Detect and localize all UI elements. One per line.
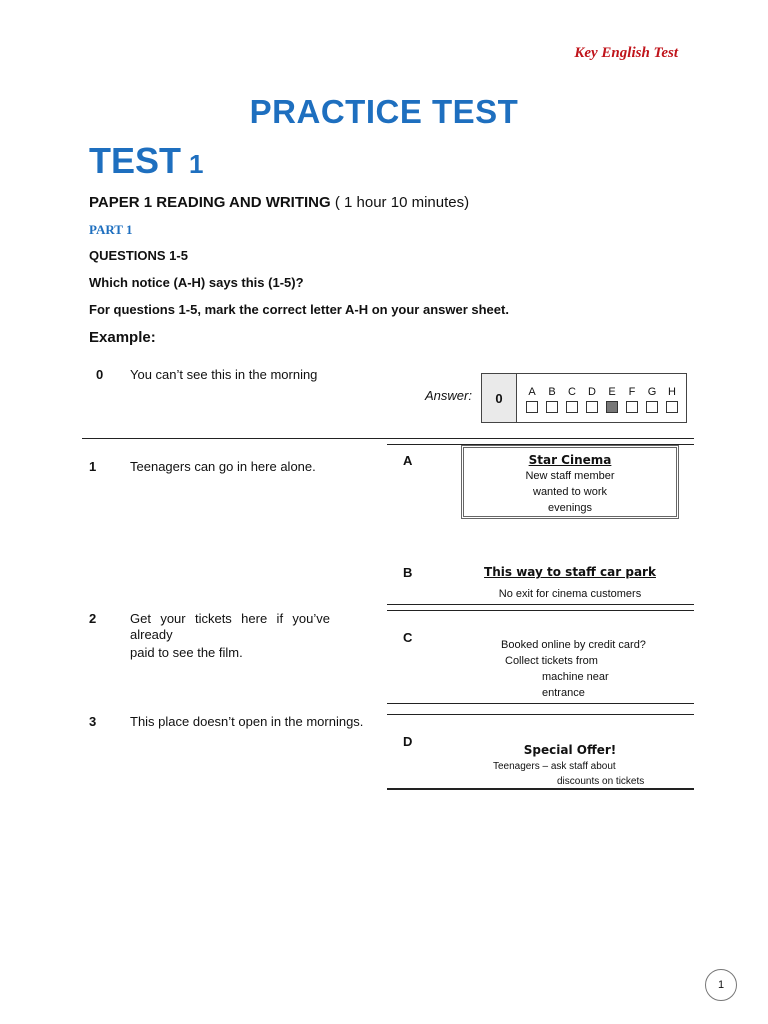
notice-a-heading: Star Cinema (528, 453, 612, 467)
part-heading: PART 1 (89, 222, 133, 237)
notice-divider (387, 703, 694, 704)
question-2-line-3: paid to see the film. (130, 645, 243, 660)
instruction-1: Which notice (A-H) says this (1-5)? (89, 275, 304, 290)
option-label: C (568, 386, 576, 398)
notice-d-line-2: discounts on tickets (557, 776, 645, 787)
paper-heading (89, 194, 469, 211)
questions-range: QUESTIONS 1-5 (89, 248, 188, 263)
notice-a-line-1: New staff member (525, 470, 615, 482)
question-2-number: 2 (89, 611, 97, 626)
option-b[interactable] (544, 386, 560, 413)
notice-divider (387, 714, 694, 715)
example-label: Example: (89, 329, 156, 346)
notice-d-heading: Special Offer! (523, 743, 617, 757)
notice-c-line-4: entrance (542, 687, 585, 699)
page-title: PRACTICE TEST (249, 93, 519, 130)
example-number: 0 (96, 367, 104, 382)
header-tag: Key English Test (574, 45, 678, 61)
notice-c-letter: C (403, 630, 413, 645)
option-h[interactable] (664, 386, 680, 413)
option-label: B (548, 386, 556, 398)
notice-d-letter: D (403, 734, 413, 749)
answer-sheet-box (481, 373, 687, 423)
answer-number: 0 (482, 374, 517, 422)
notice-c-line-3: machine near (542, 671, 609, 683)
test-label: TEST (89, 140, 182, 181)
option-checkbox[interactable] (666, 401, 678, 413)
notice-b-heading: This way to staff car park (484, 565, 656, 579)
option-c[interactable] (564, 386, 580, 413)
instruction-2: For questions 1-5, mark the correct letter A-H on your answer sheet. (89, 302, 509, 317)
option-a[interactable] (524, 386, 540, 413)
option-label: H (668, 386, 676, 398)
option-label: G (647, 386, 657, 398)
example-text: You can’t see this in the morning (130, 367, 318, 382)
option-label: F (628, 386, 636, 398)
option-checkbox[interactable] (546, 401, 558, 413)
page-number: 1 (705, 969, 737, 1001)
option-label: E (608, 386, 616, 398)
option-checkbox[interactable] (566, 401, 578, 413)
question-3-text: This place doesn’t open in the mornings. (130, 714, 364, 729)
question-3-number: 3 (89, 714, 97, 729)
paper-duration: ( 1 hour 10 minutes) (334, 194, 470, 211)
notice-a-line-3: evenings (547, 502, 593, 514)
notice-d-line-1: Teenagers – ask staff about (493, 761, 616, 772)
option-e[interactable] (604, 386, 620, 413)
option-g[interactable] (644, 386, 660, 413)
option-checkbox-selected[interactable] (606, 401, 618, 413)
notice-divider (387, 604, 694, 605)
notice-divider (387, 788, 694, 790)
option-f[interactable] (624, 386, 640, 413)
notice-c-line-2: Collect tickets from (505, 655, 598, 667)
question-2-line-2: already (130, 627, 173, 642)
notice-divider (387, 610, 694, 611)
option-checkbox[interactable] (526, 401, 538, 413)
notice-b-letter: B (403, 565, 413, 580)
option-checkbox[interactable] (646, 401, 658, 413)
section-divider (82, 438, 694, 439)
option-label: D (588, 386, 596, 398)
question-2-line-1: Get your tickets here if you’ve (130, 611, 330, 626)
notice-a-letter: A (403, 453, 413, 468)
paper-name: PAPER 1 READING AND WRITING (89, 194, 331, 211)
test-title (89, 140, 203, 182)
option-checkbox[interactable] (586, 401, 598, 413)
answer-label: Answer: (425, 388, 472, 403)
test-number: 1 (189, 149, 204, 179)
notice-a-line-2: wanted to work (533, 486, 607, 498)
notice-a-frame (461, 445, 679, 519)
notice-c-line-1: Booked online by credit card? (501, 639, 646, 651)
option-d[interactable] (584, 386, 600, 413)
question-1-number: 1 (89, 459, 97, 474)
notice-b-line-1: No exit for cinema customers (498, 588, 642, 600)
question-1-text: Teenagers can go in here alone. (130, 459, 316, 474)
option-label: A (528, 386, 536, 398)
option-checkbox[interactable] (626, 401, 638, 413)
